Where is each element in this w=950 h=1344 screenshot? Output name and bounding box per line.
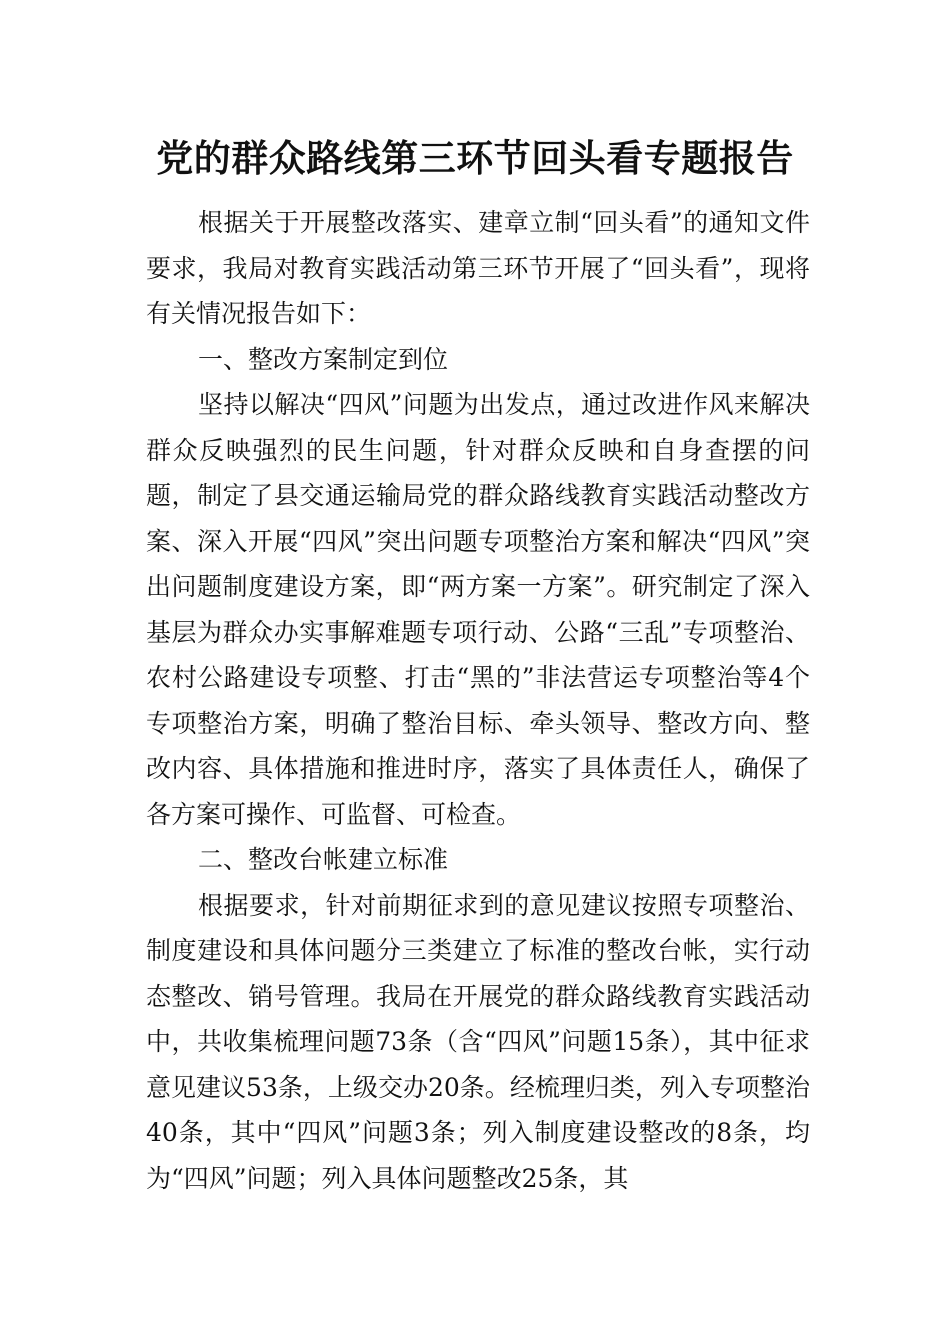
section-paragraph-1: 坚持以解决“四风”问题为出发点，通过改进作风来解决群众反映强烈的民生问题，针对群众反映和自身查摆的问题，制定了县交通运输局党的群众路线教育实践活动整改方案、深入开展“四风”突出问题专项整治方案和解决“四风”突出问题制度建设方案，即“两方案一方案”。研究制定了深入基层为群众办实事解难题专项行动、公路“三乱”专项整治、农村公路建设专项整、打击“黑的”非法营运专项整治等4个专项整治方案，明确了整治目标、牵头领导、整改方向、整改内容、具体措施和推进时序，落实了具体责任人，确保了各方案可操作、可监督、可检查。 (146, 390, 810, 829)
section-paragraph-2: 根据要求，针对前期征求到的意见建议按照专项整治、制度建设和具体问题分三类建立了标准的整改台帐，实行动态整改、销号管理。我局在开展党的群众路线教育实践活动中，共收集梳理问题73条（含“四风”问题15条），其中征求意见建议53条，上级交办20条。经梳理归类，列入专项整治40条，其中“四风”问题3条；列入制度建设整改的8条，均为“四风”问题；列入具体问题整改25条，其 (146, 890, 810, 1193)
section-heading-2: 二、整改台帐建立标准 (198, 845, 449, 874)
document-body (146, 200, 810, 1201)
section-heading-1: 一、整改方案制定到位 (198, 344, 449, 374)
document-title: 党的群众路线第三环节回头看专题报告 (156, 136, 794, 180)
intro-paragraph: 根据关于开展整改落实、建章立制“回头看”的通知文件要求，我局对教育实践活动第三环节开展了“回头看”，现将有关情况报告如下： (146, 208, 810, 328)
